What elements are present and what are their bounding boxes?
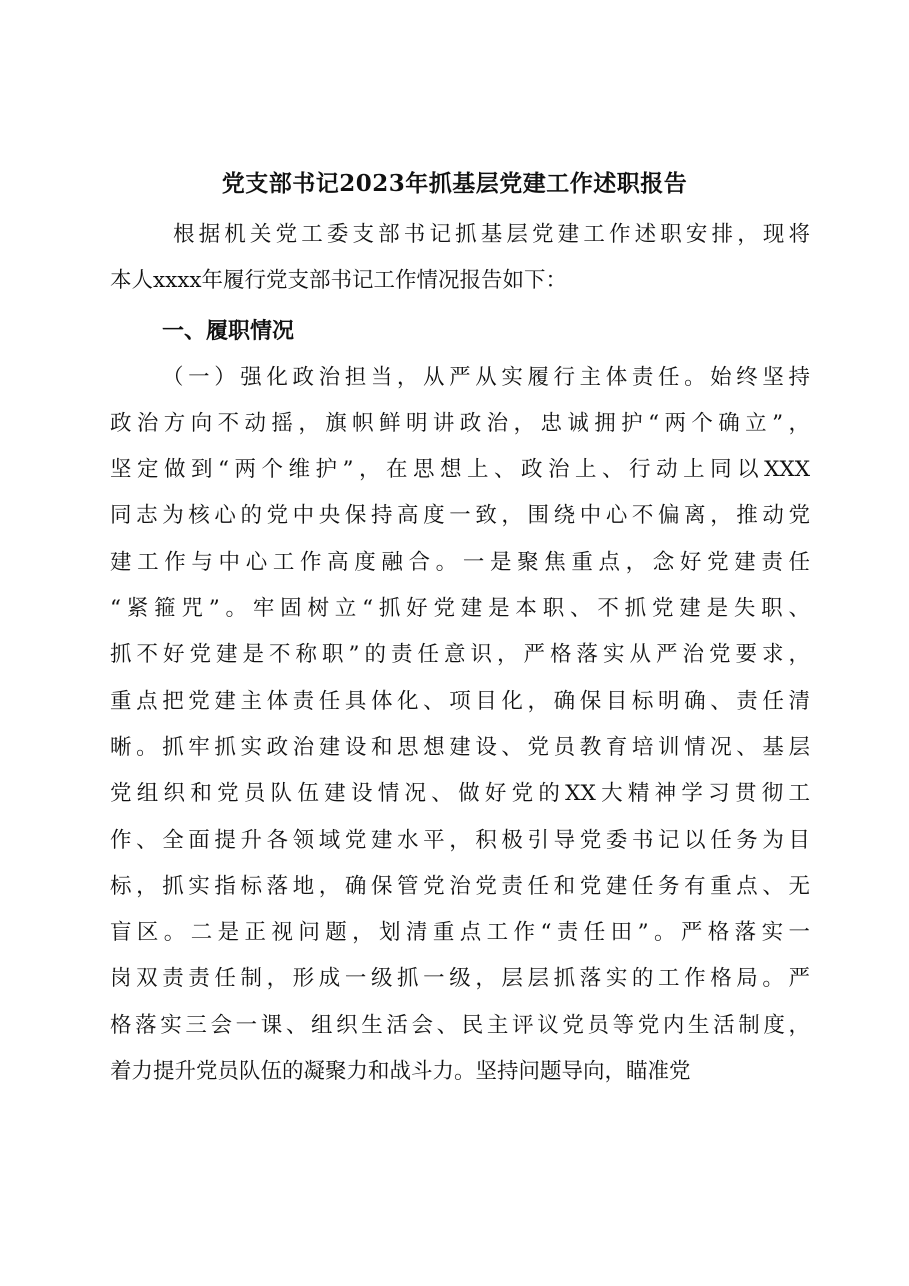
paragraph-line-7: 抓不好党建是不称职”的责任意识，严格落实从严治党要求， — [110, 642, 810, 668]
paragraph-line-16: 着力提升党员队伍的凝聚力和战斗力。坚持问题导向，瞄准党 — [110, 1059, 691, 1085]
paragraph-line-12: 标，抓实指标落地，确保管党治党责任和党建任务有重点、无 — [110, 873, 810, 899]
document-body — [110, 212, 810, 1095]
paragraph-line-4: 同志为核心的党中央保持高度一致，围绕中心不偏离，推动党 — [110, 503, 810, 529]
paragraph-line-5: 建工作与中心工作高度融合。一是聚焦重点，念好党建责任 — [110, 549, 810, 575]
intro-line-1: 根据机关党工委支部书记抓基层党建工作述职安排，现将 — [173, 222, 810, 247]
paragraph-line-6: “紧箍咒”。牢固树立“抓好党建是本职、不抓党建是失职、 — [110, 596, 810, 622]
paragraph-line-14: 岗双责责任制，形成一级抓一级，层层抓落实的工作格局。严 — [110, 966, 810, 992]
paragraph-line-15: 格落实三会一课、组织生活会、民主评议党员等党内生活制度， — [110, 1012, 810, 1038]
intro-line-2: 本人xxxx年履行党支部书记工作情况报告如下： — [110, 268, 568, 294]
paragraph-line-13: 盲区。二是正视问题，划清重点工作“责任田”。严格落实一 — [110, 920, 810, 946]
section-heading: 一、履职情况 — [162, 318, 295, 344]
paragraph-line-8: 重点把党建主体责任具体化、项目化，确保目标明确、责任清 — [110, 688, 810, 714]
paragraph-line-2: 政治方向不动摇，旗帜鲜明讲政治，忠诚拥护“两个确立”， — [110, 410, 810, 436]
document-title: 党支部书记2023年抓基层党建工作述职报告 — [221, 170, 688, 197]
paragraph-line-3: 坚定做到“两个维护”，在思想上、政治上、行动上同以XXX — [110, 457, 810, 483]
paragraph-line-9: 晰。抓牢抓实政治建设和思想建设、党员教育培训情况、基层 — [110, 734, 810, 760]
paragraph-line-10: 党组织和党员队伍建设情况、做好党的XX大精神学习贯彻工 — [110, 781, 810, 807]
paragraph-line-11: 作、全面提升各领域党建水平，积极引导党委书记以任务为目 — [110, 827, 810, 853]
paragraph-line-1: （一）强化政治担当，从严从实履行主体责任。始终坚持 — [162, 364, 810, 390]
